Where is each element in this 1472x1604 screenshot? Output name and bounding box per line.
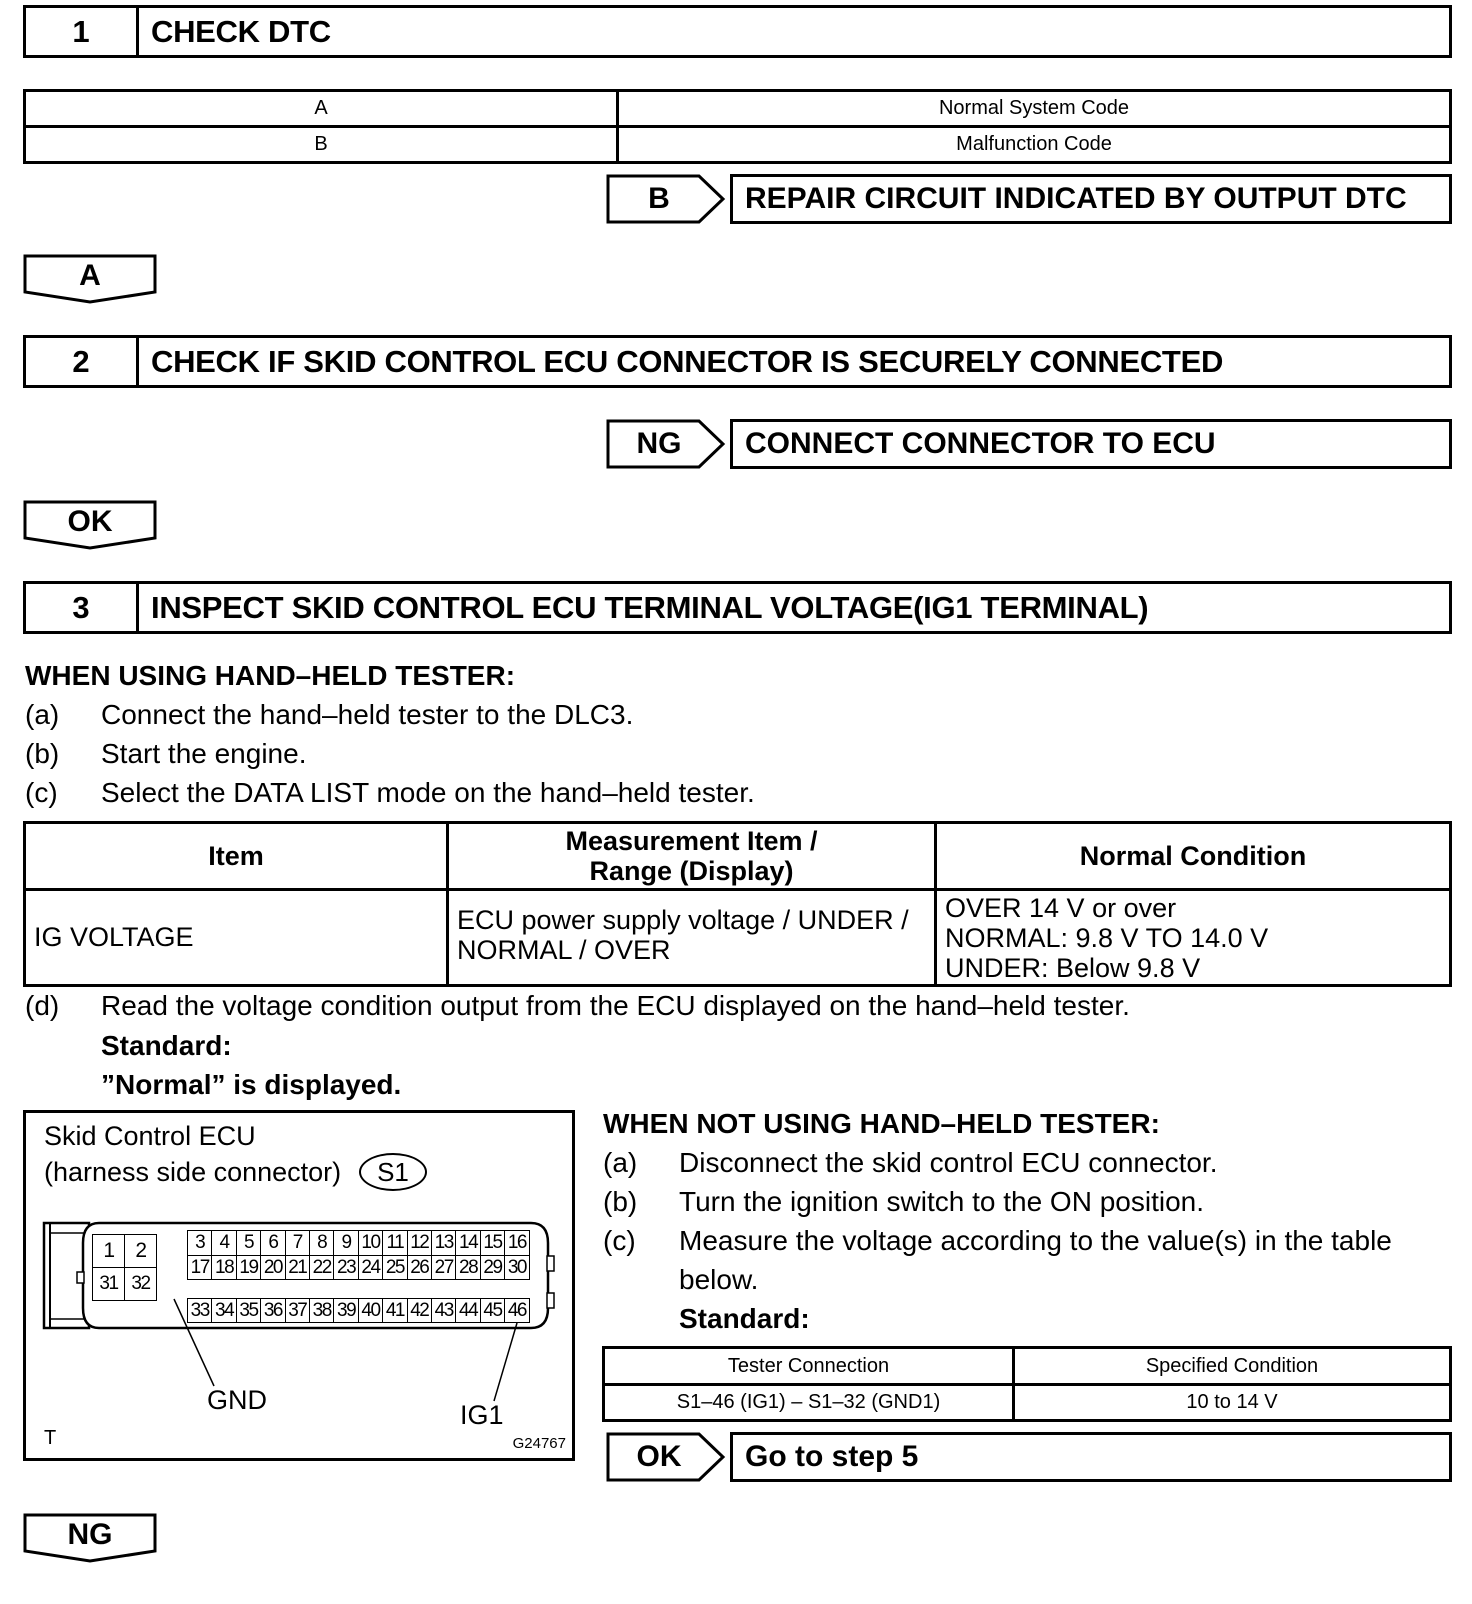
- standard-label: Standard:: [101, 1030, 232, 1061]
- pin-10: 10: [358, 1230, 383, 1256]
- table-header-row: [604, 1348, 1451, 1385]
- pin-28: 28: [455, 1255, 480, 1280]
- connector-id: S1: [377, 1156, 409, 1187]
- standard-value: ”Normal” is displayed.: [101, 1069, 402, 1100]
- pin-45: 45: [480, 1298, 505, 1323]
- hand-held-heading: WHEN USING HAND–HELD TESTER:: [25, 660, 516, 691]
- item-text: Select the DATA LIST mode on the hand–held tester.: [101, 777, 755, 808]
- item-text: Start the engine.: [101, 738, 307, 769]
- code-cell: B: [25, 127, 618, 163]
- branch-b-action: REPAIR CIRCUIT INDICATED BY OUTPUT DTC: [730, 174, 1452, 224]
- pin-29: 29: [480, 1255, 505, 1280]
- gnd-label: GND: [207, 1385, 267, 1415]
- pin-1: 1: [92, 1234, 125, 1268]
- pin-41: 41: [382, 1298, 407, 1323]
- item-label: (c): [603, 1225, 636, 1256]
- step-title: INSPECT SKID CONTROL ECU TERMINAL VOLTAGE(IG1 TERMINAL): [151, 589, 1149, 625]
- instruction-item: [25, 777, 755, 809]
- item-label: (b): [603, 1186, 638, 1217]
- pin-23: 23: [333, 1255, 358, 1280]
- header-item: Item: [25, 823, 448, 890]
- item-text: Connect the hand–held tester to the DLC3.: [101, 699, 634, 730]
- pin-20: 20: [260, 1255, 285, 1280]
- instruction-item: [603, 1186, 1204, 1218]
- pin-30: 30: [504, 1255, 529, 1280]
- branch-ok-action: Go to step 5: [730, 1432, 1452, 1482]
- step-number: 1: [26, 8, 139, 55]
- branch-b-tag[interactable]: [606, 174, 726, 224]
- next-tag-ok[interactable]: [23, 500, 157, 550]
- instruction-item: [25, 699, 633, 731]
- pin-9: 9: [333, 1230, 358, 1256]
- pin-5: 5: [236, 1230, 261, 1256]
- code-cell: A: [25, 91, 618, 127]
- condition-cell: 10 to 14 V: [1014, 1385, 1451, 1421]
- step-title: CHECK DTC: [151, 13, 331, 49]
- instruction-item: [25, 990, 1130, 1022]
- diagram-title: Skid Control ECU: [44, 1121, 256, 1151]
- table-row: [604, 1385, 1451, 1421]
- step-3-header: [23, 581, 1452, 634]
- pin-13: 13: [431, 1230, 456, 1256]
- pin-15: 15: [480, 1230, 505, 1256]
- pin-24: 24: [358, 1255, 383, 1280]
- dtc-result-table: [23, 89, 1452, 164]
- step-number: 2: [26, 338, 139, 385]
- meaning-cell: Malfunction Code: [618, 127, 1451, 163]
- instruction-item: [603, 1147, 1217, 1179]
- branch-ng-action: CONNECT CONNECTOR TO ECU: [730, 419, 1452, 469]
- step-2-header: [23, 335, 1452, 388]
- pin-3: 3: [187, 1230, 212, 1256]
- header-connection: Tester Connection: [604, 1348, 1014, 1385]
- pin-35: 35: [236, 1298, 261, 1323]
- pin-4: 4: [211, 1230, 236, 1256]
- pin-2: 2: [124, 1234, 157, 1268]
- next-tag-label: NG: [67, 1518, 113, 1551]
- branch-tag-label: B: [648, 182, 670, 215]
- pin-12: 12: [407, 1230, 432, 1256]
- item-text: below.: [679, 1264, 759, 1295]
- condition-cell: [936, 890, 1451, 986]
- measurement-cell: [448, 890, 936, 986]
- tester-connection-table: [602, 1346, 1452, 1422]
- pin-6: 6: [260, 1230, 285, 1256]
- item-label: (c): [25, 777, 58, 808]
- pin-27: 27: [431, 1255, 456, 1280]
- pin-8: 8: [309, 1230, 334, 1256]
- next-tag-a[interactable]: [23, 254, 157, 304]
- connector-diagram: [23, 1110, 575, 1461]
- cell-line: NORMAL: 9.8 V TO 14.0 V: [945, 922, 1269, 953]
- header-line: Range (Display): [589, 856, 794, 886]
- pin-25: 25: [382, 1255, 407, 1280]
- table-row: [25, 91, 1451, 127]
- step-1-header: [23, 5, 1452, 58]
- pin-36: 36: [260, 1298, 285, 1323]
- table-row: [25, 890, 1451, 986]
- pin-26: 26: [407, 1255, 432, 1280]
- table-row: [25, 127, 1451, 163]
- connection-cell: S1–46 (IG1) – S1–32 (GND1): [604, 1385, 1014, 1421]
- item-cell: IG VOLTAGE: [25, 890, 448, 986]
- header-condition: Normal Condition: [936, 823, 1451, 890]
- item-label: (b): [25, 738, 60, 769]
- pin-18: 18: [211, 1255, 236, 1280]
- pin-46: 46: [504, 1298, 529, 1323]
- cell-line: UNDER: Below 9.8 V: [945, 952, 1201, 983]
- pin-37: 37: [285, 1298, 310, 1323]
- corner-mark: T: [44, 1427, 57, 1449]
- item-label: (d): [25, 990, 60, 1021]
- header-measurement: [448, 823, 936, 890]
- pin-21: 21: [285, 1255, 310, 1280]
- header-line: Measurement Item /: [565, 826, 818, 856]
- next-tag-label: A: [79, 259, 101, 292]
- pin-11: 11: [382, 1230, 407, 1256]
- instruction-item-continued: [679, 1264, 758, 1296]
- pin-40: 40: [358, 1298, 383, 1323]
- pin-38: 38: [309, 1298, 334, 1323]
- item-text: Disconnect the skid control ECU connector.: [679, 1147, 1218, 1178]
- item-text: Measure the voltage according to the value(s) in the table: [679, 1225, 1392, 1256]
- ig1-label: IG1: [460, 1400, 504, 1430]
- pin-19: 19: [236, 1255, 261, 1280]
- pin-32: 32: [124, 1267, 157, 1301]
- pin-43: 43: [431, 1298, 456, 1323]
- pin-31: 31: [92, 1267, 125, 1301]
- cell-line: ECU power supply voltage / UNDER /: [457, 905, 909, 935]
- pin-34: 34: [211, 1298, 236, 1323]
- pin-33: 33: [187, 1298, 212, 1323]
- branch-tag-label: OK: [636, 1440, 682, 1473]
- pin-16: 16: [504, 1230, 529, 1256]
- data-list-table: [23, 821, 1452, 987]
- standard-label: Standard:: [679, 1303, 810, 1334]
- pin-7: 7: [285, 1230, 310, 1256]
- item-text: Read the voltage condition output from the ECU displayed on the hand–held tester.: [101, 990, 1130, 1021]
- cell-line: OVER 14 V or over: [945, 892, 1177, 923]
- next-tag-ng[interactable]: [23, 1513, 157, 1563]
- header-condition: Specified Condition: [1014, 1348, 1451, 1385]
- pin-22: 22: [309, 1255, 334, 1280]
- next-tag-label: OK: [67, 505, 113, 538]
- item-label: (a): [603, 1147, 638, 1178]
- pin-39: 39: [333, 1298, 358, 1323]
- not-hand-held-heading: WHEN NOT USING HAND–HELD TESTER:: [603, 1108, 1160, 1139]
- branch-tag-label: NG: [636, 427, 682, 460]
- table-header-row: [25, 823, 1451, 890]
- cell-line: NORMAL / OVER: [457, 935, 671, 965]
- branch-ng-tag[interactable]: [606, 419, 726, 469]
- step-number: 3: [26, 584, 139, 631]
- step-title: CHECK IF SKID CONTROL ECU CONNECTOR IS SECURELY CONNECTED: [151, 343, 1224, 379]
- diagram-subtitle: (harness side connector): [44, 1157, 342, 1187]
- item-text: Turn the ignition switch to the ON position.: [679, 1186, 1204, 1217]
- pin-42: 42: [407, 1298, 432, 1323]
- instruction-item: [25, 738, 306, 770]
- pin-17: 17: [187, 1255, 212, 1280]
- pin-14: 14: [455, 1230, 480, 1256]
- branch-ok-tag[interactable]: [606, 1432, 726, 1482]
- pin-44: 44: [455, 1298, 480, 1323]
- meaning-cell: Normal System Code: [618, 91, 1451, 127]
- figure-id: G24767: [512, 1435, 566, 1452]
- item-label: (a): [25, 699, 60, 730]
- instruction-item: [603, 1225, 1392, 1257]
